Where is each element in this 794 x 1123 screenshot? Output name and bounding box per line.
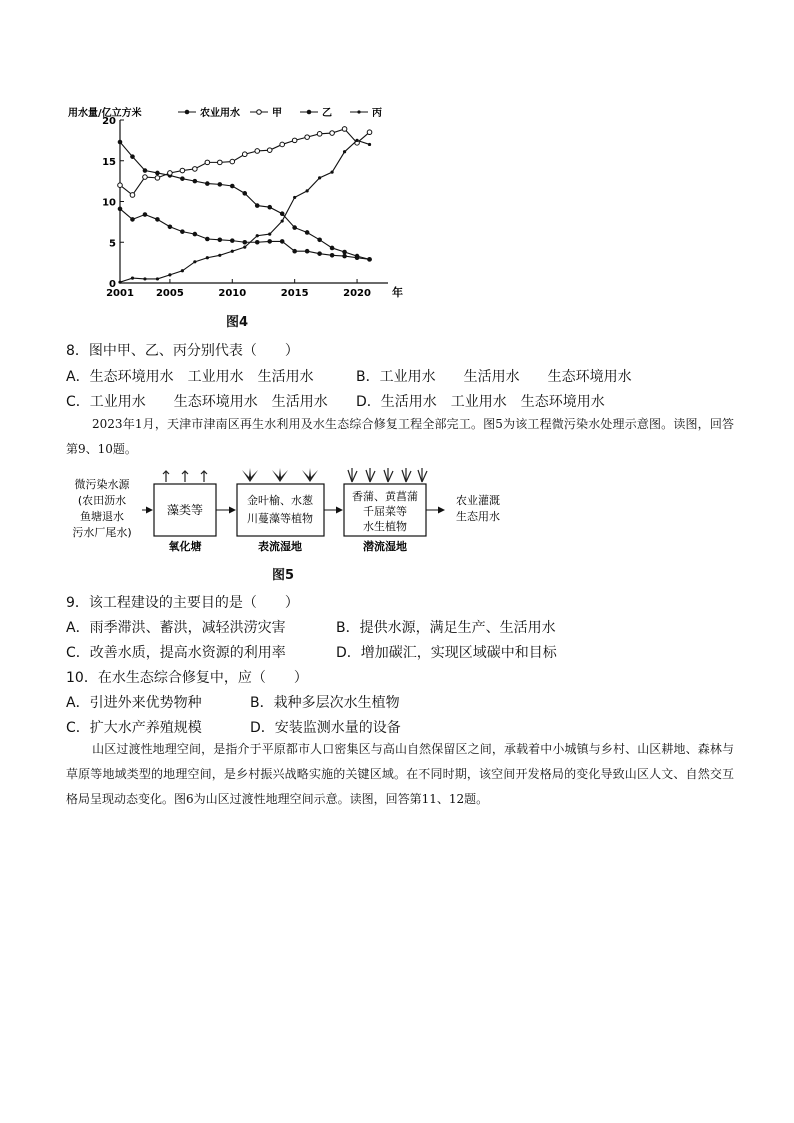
figure-5-caption: 图5 [272, 568, 295, 583]
output-use-label [456, 493, 500, 523]
data-point [342, 254, 347, 259]
oxidation-pond-box [154, 484, 216, 536]
x-tick-label: 2015 [280, 288, 309, 299]
data-point [118, 207, 123, 212]
wetland-plant-icon [242, 468, 318, 482]
option-text: 扩大水产养殖规模 [89, 720, 202, 736]
data-point [206, 256, 209, 259]
data-point [242, 240, 247, 245]
data-point [168, 171, 173, 176]
data-point [257, 110, 262, 115]
data-point [205, 160, 210, 165]
option-key: A． [66, 695, 90, 711]
data-point [267, 239, 272, 244]
data-point [292, 249, 297, 254]
x-tick-label: 2010 [218, 288, 247, 299]
series-1 [118, 127, 372, 198]
data-point [280, 211, 285, 216]
data-point [367, 130, 372, 135]
data-point [255, 203, 260, 208]
data-point [180, 168, 185, 173]
q10-option-d[interactable] [250, 717, 401, 737]
data-point [143, 175, 148, 180]
svg-text:(农田沥水: (农田沥水 [77, 494, 127, 507]
data-point [155, 217, 160, 222]
chart-series [118, 127, 372, 284]
option-key: C． [66, 394, 90, 410]
legend-entry [350, 106, 382, 119]
water-source-label [72, 477, 131, 539]
option-text: 生活用水 工业用水 生态环境用水 [380, 394, 605, 410]
intro-1-text: 2023年1月，天津市津南区再生水利用及水生态综合修复工程全部完工。图5为该工程微污染水处理示意图。读图，回答第9、10题。 [66, 417, 734, 456]
option-key: B． [356, 369, 380, 385]
q9-option-b[interactable] [336, 617, 556, 637]
data-point [231, 250, 234, 253]
data-point [293, 196, 296, 199]
option-key: A． [66, 620, 90, 636]
svg-text:生态用水: 生态用水 [456, 510, 500, 523]
data-point [168, 224, 173, 229]
data-point [367, 257, 372, 262]
surface-flow-wetland-label: 表流湿地 [258, 540, 302, 553]
data-point [317, 238, 322, 243]
q9-option-d[interactable] [336, 642, 557, 662]
data-point [205, 181, 210, 186]
data-point [193, 179, 198, 184]
data-point [306, 189, 309, 192]
data-point [143, 168, 148, 173]
data-point [317, 251, 322, 256]
reed-plant-icon [348, 468, 427, 482]
data-point [118, 140, 123, 145]
option-key: D． [250, 720, 275, 736]
subsurface-flow-wetland-box [344, 484, 426, 536]
data-point [281, 219, 284, 222]
data-point [330, 246, 335, 251]
data-point [330, 131, 335, 136]
x-tick-label: 2001 [106, 288, 134, 299]
data-point [318, 176, 321, 179]
option-key: A． [66, 369, 90, 385]
data-point [330, 253, 335, 258]
q8-option-a[interactable] [66, 366, 314, 386]
legend-label: 丙 [372, 108, 382, 119]
data-point [180, 229, 185, 234]
q9-option-a[interactable] [66, 617, 286, 637]
data-point [118, 183, 123, 188]
q8-option-b[interactable] [356, 366, 632, 386]
intro-paragraph-2 [66, 737, 734, 812]
data-point [305, 230, 310, 235]
data-point [193, 167, 198, 172]
data-point [342, 250, 347, 255]
option-text: 提供水源，满足生产、生活用水 [359, 620, 556, 636]
data-point [242, 191, 247, 196]
data-point [143, 212, 148, 217]
option-text: 安装监测水量的设备 [274, 720, 401, 736]
data-point [218, 182, 223, 187]
data-point [342, 127, 347, 132]
option-key: B． [250, 695, 274, 711]
svg-text:川蔓藻等植物: 川蔓藻等植物 [247, 512, 313, 525]
svg-text:鱼塘退水: 鱼塘退水 [80, 510, 124, 523]
y-tick-label: 10 [102, 197, 116, 209]
data-point [143, 277, 146, 280]
data-point [255, 240, 260, 245]
option-text: 改善水质，提高水资源的利用率 [89, 645, 286, 661]
data-point [368, 143, 371, 146]
data-point [130, 193, 135, 198]
data-point [292, 225, 297, 230]
svg-text:污水厂尾水): 污水厂尾水) [72, 526, 132, 539]
data-point [230, 238, 235, 243]
svg-text:金叶榆、水葱: 金叶榆、水葱 [247, 494, 313, 507]
data-point [355, 139, 358, 142]
data-point [131, 277, 134, 280]
data-point [307, 110, 312, 115]
y-tick-label: 5 [109, 238, 116, 250]
data-point [343, 150, 346, 153]
option-key: D． [336, 645, 361, 661]
y-tick-label: 15 [102, 156, 116, 168]
option-text: 工业用水 生活用水 生态环境用水 [379, 369, 632, 385]
data-point [317, 132, 322, 137]
option-key: C． [66, 645, 90, 661]
option-text: 雨季滞洪、蓄洪，减轻洪涝灾害 [89, 620, 286, 636]
data-point [168, 273, 171, 276]
data-point [218, 254, 221, 257]
data-point [242, 152, 247, 157]
data-point [280, 142, 285, 147]
surface-flow-wetland-box [237, 484, 324, 536]
data-point [255, 149, 260, 154]
svg-text:微污染水源: 微污染水源 [74, 478, 130, 491]
data-point [256, 234, 259, 237]
svg-text:藻类等: 藻类等 [166, 503, 204, 517]
data-point [305, 135, 310, 140]
legend-entry [178, 106, 240, 119]
data-point [193, 232, 198, 237]
data-point [156, 277, 159, 280]
data-point [130, 217, 135, 222]
chart-legend [178, 106, 382, 119]
data-point [155, 176, 160, 181]
data-point [355, 255, 360, 260]
x-tick-label: 2020 [343, 288, 371, 299]
series-3 [118, 139, 371, 284]
data-point [230, 159, 235, 164]
data-point [330, 171, 333, 174]
series-line [120, 140, 370, 282]
data-point [130, 154, 135, 159]
svg-text:千屈菜等: 千屈菜等 [363, 505, 407, 518]
legend-label: 甲 [272, 108, 282, 119]
data-point [193, 260, 196, 263]
series-2 [118, 207, 372, 262]
y-tick-label: 0 [109, 279, 116, 290]
x-axis-title: 年 [392, 286, 403, 299]
q8-option-c[interactable] [66, 391, 328, 411]
data-point [267, 148, 272, 153]
y-axis-title: 用水量/亿立方米 [68, 108, 142, 119]
data-point [230, 184, 235, 189]
algae-icon [163, 471, 207, 482]
subsurface-flow-wetland-label: 潜流湿地 [363, 540, 407, 553]
data-point [218, 238, 223, 243]
q9-stem: 9．该工程建设的主要目的是（ ） [66, 595, 299, 611]
q10-stem: 10．在水生态综合修复中，应（ ） [66, 670, 308, 686]
q9-option-c[interactable] [66, 642, 286, 662]
series-line [120, 129, 370, 195]
figure-4-caption: 图4 [226, 315, 249, 330]
data-point [268, 233, 271, 236]
option-key: B． [336, 620, 360, 636]
figure-4-chart [60, 100, 420, 300]
option-text: 引进外来优势物种 [89, 695, 202, 711]
figure-5-diagram [60, 462, 520, 557]
svg-text:水生植物: 水生植物 [363, 520, 407, 533]
data-point [185, 110, 190, 115]
option-text: 工业用水 生态环境用水 生活用水 [89, 394, 328, 410]
q8-option-d[interactable] [356, 391, 605, 411]
legend-entry [300, 107, 332, 119]
option-key: C． [66, 720, 90, 736]
data-point [118, 281, 121, 284]
svg-text:农业灌溉: 农业灌溉 [456, 494, 500, 507]
x-tick-label: 2005 [155, 288, 184, 299]
q8-stem: 8．图中甲、乙、丙分别代表（ ） [66, 343, 299, 359]
data-point [292, 138, 297, 143]
data-point [267, 205, 272, 210]
intro-paragraph-1 [66, 412, 734, 462]
data-point [205, 237, 210, 242]
q10-option-b[interactable] [250, 692, 400, 712]
legend-entry [250, 107, 282, 119]
y-tick-label: 20 [102, 116, 116, 127]
data-point [305, 249, 310, 254]
data-point [155, 171, 160, 176]
data-point [280, 239, 285, 244]
data-point [180, 176, 185, 181]
oxidation-pond-label: 氧化塘 [168, 540, 202, 553]
option-text: 生态环境用水 工业用水 生活用水 [89, 369, 314, 385]
intro-2-text: 山区过渡性地理空间，是指介于平原都市人口密集区与高山自然保留区之间，承载着中小城镇与乡村、山区耕地、森林与草原等地域类型的地理空间，是乡村振兴战略实施的关键区域。在不同时期，该空间开发格局的变化导致山区人文、自然交互格局呈现动态变化。图6为山区过渡性地理空间示意。读图，回答第11、12题。 [66, 742, 734, 806]
option-key: D． [356, 394, 381, 410]
option-text: 增加碳汇，实现区域碳中和目标 [360, 645, 557, 661]
option-text: 栽种多层次水生植物 [273, 695, 400, 711]
svg-text:香蒲、黄菖蒲: 香蒲、黄菖蒲 [352, 490, 418, 503]
q10-option-a[interactable] [66, 692, 202, 712]
data-point [218, 160, 223, 165]
data-point [243, 246, 246, 249]
series-line [120, 209, 370, 260]
q10-option-c[interactable] [66, 717, 202, 737]
data-point [357, 110, 360, 113]
data-point [181, 269, 184, 272]
legend-label: 农业用水 [200, 108, 240, 119]
legend-label: 乙 [322, 108, 332, 119]
